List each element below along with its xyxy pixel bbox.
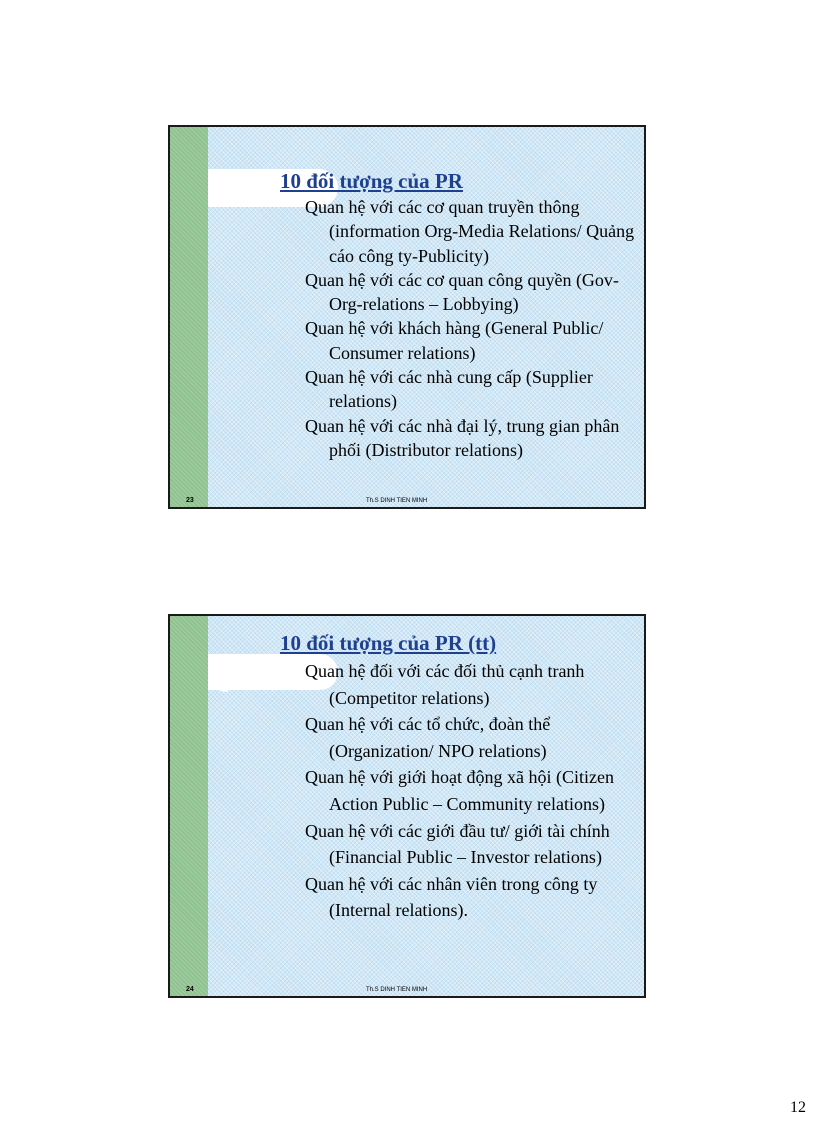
slide-footer: Th.S DINH TIEN MINH bbox=[366, 987, 428, 993]
slide-number: 23 bbox=[186, 497, 194, 504]
slide-title: 10 đối tượng của PR bbox=[280, 169, 463, 193]
page-number: 12 bbox=[790, 1099, 806, 1116]
slide-number: 24 bbox=[186, 986, 194, 993]
list-item: Quan hệ với các nhà đại lý, trung gian phân phối (Distributor relations) bbox=[305, 415, 620, 460]
slide-bullet-list bbox=[305, 195, 636, 462]
list-item: Quan hệ với các nhân viên trong công ty (Internal relations). bbox=[305, 873, 598, 921]
list-item: Quan hệ đối với các đối thủ cạnh tranh (Competitor relations) bbox=[305, 661, 585, 708]
slide-bullet-list bbox=[305, 658, 636, 924]
list-item: Quan hệ với các tổ chức, đoàn thể (Organization/ NPO relations) bbox=[305, 714, 551, 761]
slide-footer: Th.S DINH TIEN MINH bbox=[366, 498, 428, 504]
slide-title: 10 đối tượng của PR (tt) bbox=[280, 631, 497, 655]
list-item: Quan hệ với các nhà cung cấp (Supplier relations) bbox=[305, 367, 593, 412]
slide-green-sidebar bbox=[170, 127, 208, 507]
slide-24 bbox=[168, 614, 646, 998]
slide-green-sidebar bbox=[170, 616, 208, 996]
list-item: Quan hệ với các cơ quan truyền thông (information Org-Media Relations/ Quảng cáo công ty-Publicity) bbox=[305, 197, 635, 266]
list-item: Quan hệ với giới hoạt động xã hội (Citizen Action Public – Community relations) bbox=[305, 767, 614, 814]
slide-23 bbox=[168, 125, 646, 509]
list-item: Quan hệ với khách hàng (General Public/ Consumer relations) bbox=[305, 318, 604, 363]
list-item: Quan hệ với các cơ quan công quyền (Gov-Org-relations – Lobbying) bbox=[305, 269, 619, 315]
list-item: Quan hệ với các giới đầu tư/ giới tài chính (Financial Public – Investor relations) bbox=[305, 820, 610, 868]
